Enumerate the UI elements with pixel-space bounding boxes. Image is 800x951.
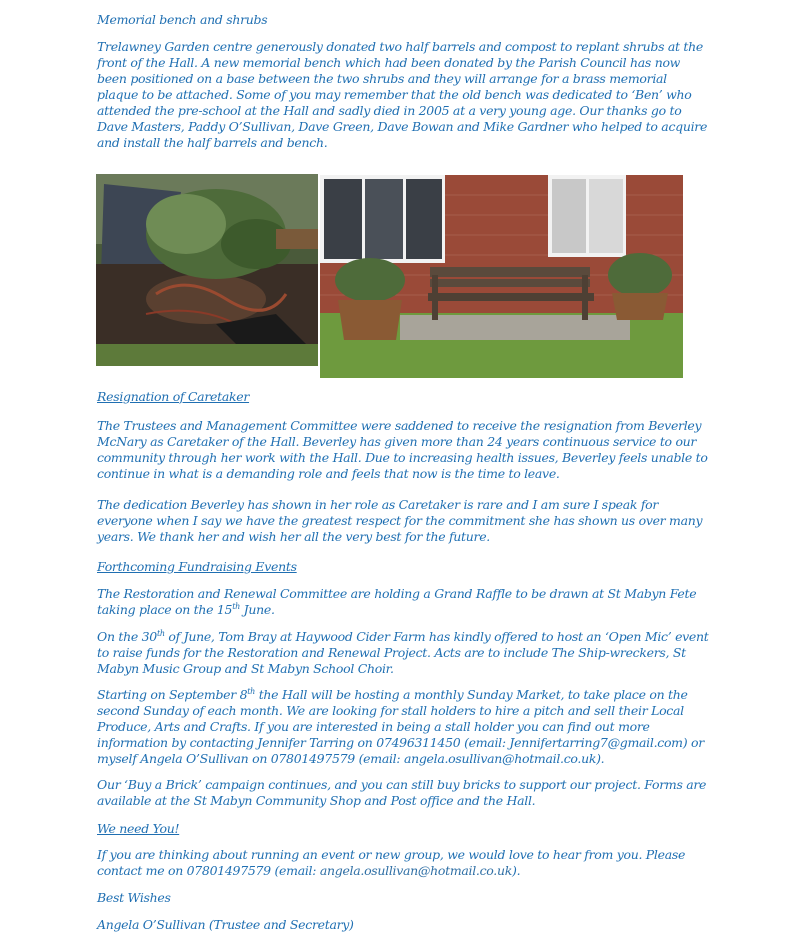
fundraising-heading: Forthcoming Fundraising Events <box>97 559 297 574</box>
we-need-you-paragraph: If you are thinking about running an event or new group, we would love to hear from you. Please contact me on 07801497579 (email: angela.osullivan@hotmail.co.uk). <box>97 847 686 878</box>
resignation-paragraph-1: The Trustees and Management Committee were saddened to receive the resignation from Beverley McNary as Caretaker of the Hall. Beverley has given more than 24 years continuous service to our community through her work with the Hall. Due to increasing health issues, Beverley feels unable to continue in what is a demanding role and feels that now is the time to leave. <box>97 418 708 481</box>
resignation-heading: Resignation of Caretaker <box>97 389 250 404</box>
raffle-paragraph: The Restoration and Renewal Committee are holding a Grand Raffle to be drawn at St Mabyn Fete taking place on the 15th June. <box>97 586 697 617</box>
buy-a-brick-paragraph: Our ‘Buy a Brick’ campaign continues, and you can still buy bricks to support our project. Forms are available at the St Mabyn Community Shop and Post office and the Hall. <box>97 777 707 808</box>
resignation-paragraph-2: The dedication Beverley has shown in her role as Caretaker is rare and I am sure I speak for everyone when I say we have the greatest respect for the commitment she has shown us over many years. We thank her and wish her all the very best for the future. <box>97 497 703 544</box>
we-need-you-heading: We need You! <box>97 821 180 836</box>
best-wishes: Best Wishes <box>97 890 171 905</box>
memorial-body: Trelawney Garden centre generously donated two half barrels and compost to replant shrubs at the front of the Hall. A new memorial bench which had been donated by the Parish Council has now been positioned on a base between the two shrubs and they will arrange for a brass memorial plaque to be attached. Some of you may remember that the old bench was dedicated to ‘Ben’ who attended the pre-school at the Hall and sadly died in 2005 at a very young age. Our thanks go to Dave Masters, Paddy O’Sullivan, Dave Green, Dave Bowan and Mike Gardner who helped to acquire and install the half barrels and bench. <box>97 39 708 150</box>
signatory-name: Angela O’Sullivan (Trustee and Secretary) <box>97 917 354 932</box>
open-mic-paragraph: On the 30th of June, Tom Bray at Haywood Cider Farm has kindly offered to host an ‘Open Mic’ event to raise funds for the Restoration and Renewal Project. Acts are to include The Ship-wreckers, St Mabyn Music Group and St Mabyn School Choir. <box>97 628 709 676</box>
photo-memorial-bench <box>320 175 683 378</box>
photo-old-shrubs <box>96 174 318 366</box>
contact-email-link[interactable]: angela.osullivan@hotmail.co.uk <box>319 863 512 878</box>
memorial-heading: Memorial bench and shrubs <box>97 12 268 27</box>
sunday-market-paragraph: Starting on September 8th the Hall will be hosting a monthly Sunday Market, to take place on the second Sunday of each month. We are looking for stall holders to hire a pitch and sell their Local Produce, Arts and Crafts. If you are interested in being a stall holder you can find out more information by contacting Jennifer Tarring on 07496311450 (email: Jennifertarring7@gmail.com) or myself Angela O’Sullivan on 07801497579 (email: angela.osullivan@hotmail.co.uk). <box>97 686 704 766</box>
